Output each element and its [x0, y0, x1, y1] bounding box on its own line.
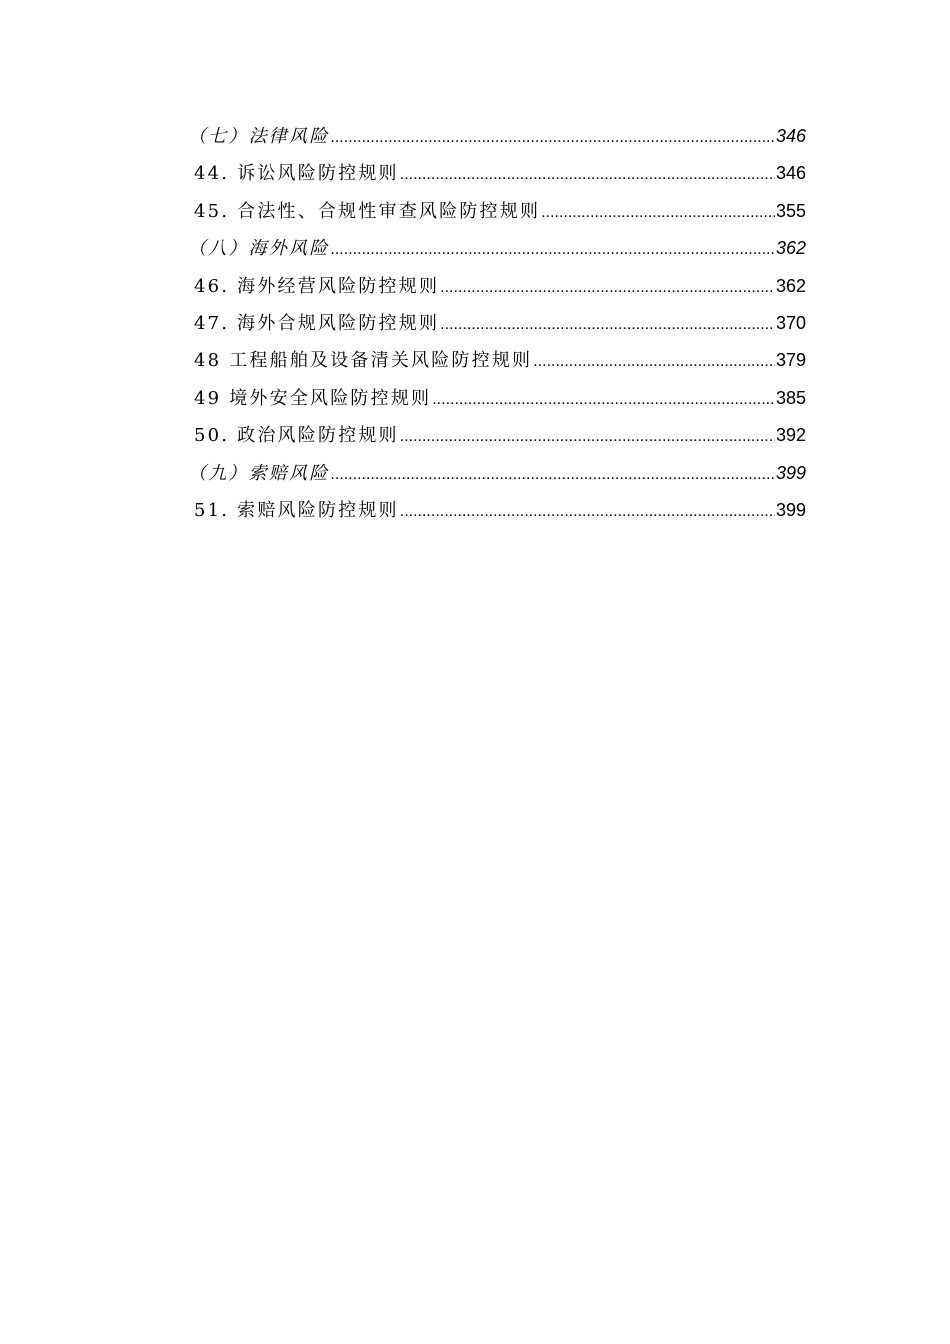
toc-page-number: 379 [775, 350, 806, 371]
toc-entry-51[interactable] [188, 492, 806, 529]
toc-page-number: 362 [775, 238, 806, 259]
toc-entry-title: 44. 诉讼风险防控规则 [194, 163, 399, 185]
toc-page-number: 346 [775, 163, 806, 184]
toc-dot-leader [330, 119, 775, 156]
toc-page-number: 346 [775, 126, 806, 146]
toc-page-number: 399 [775, 462, 806, 483]
toc-entry-title: 45. 合法性、合规性审查风险防控规则 [194, 200, 541, 222]
toc-dot-leader [440, 306, 775, 343]
toc-entry-claim-risk[interactable] [188, 455, 806, 492]
toc-page-number: 385 [775, 387, 806, 408]
toc-entry-overseas-risk[interactable] [188, 230, 806, 267]
toc-dot-leader [330, 456, 775, 493]
toc-dot-leader [541, 194, 775, 231]
toc-entry-50[interactable] [188, 417, 806, 454]
toc-entry-title: 48 工程船舶及设备清关风险防控规则 [194, 350, 533, 372]
toc-entry-48[interactable] [188, 342, 806, 379]
toc-page-number: 362 [775, 275, 806, 296]
toc-dot-leader [400, 156, 775, 193]
toc-entry-47[interactable] [188, 305, 806, 342]
toc-entry-44[interactable] [188, 155, 806, 192]
toc-entry-legal-risk[interactable] [188, 118, 806, 155]
toc-entry-46[interactable] [188, 268, 806, 305]
toc-entry-49[interactable] [188, 380, 806, 417]
toc-page-number: 355 [775, 200, 806, 221]
toc-dot-leader [400, 493, 775, 530]
toc-page-number: 399 [775, 499, 806, 520]
toc-entry-title: 47. 海外合规风险防控规则 [194, 312, 440, 334]
table-of-contents [188, 118, 806, 529]
toc-entry-title: 51. 索赔风险防控规则 [194, 499, 399, 521]
toc-page-number: 370 [775, 312, 806, 333]
toc-dot-leader [330, 231, 775, 268]
toc-dot-leader [533, 343, 775, 380]
toc-entry-title: 50. 政治风险防控规则 [194, 425, 399, 447]
toc-entry-title: （八）海外风险 [188, 238, 330, 260]
toc-dot-leader [432, 381, 775, 418]
toc-dot-leader [400, 418, 775, 455]
toc-dot-leader [440, 269, 775, 306]
toc-entry-title: （九）索赔风险 [188, 462, 330, 484]
toc-entry-title: 46. 海外经营风险防控规则 [194, 275, 440, 297]
toc-page-number: 392 [775, 425, 806, 446]
toc-entry-title: 49 境外安全风险防控规则 [194, 387, 432, 409]
toc-entry-45[interactable] [188, 193, 806, 230]
toc-entry-title: （七）法律风险 [188, 126, 330, 147]
